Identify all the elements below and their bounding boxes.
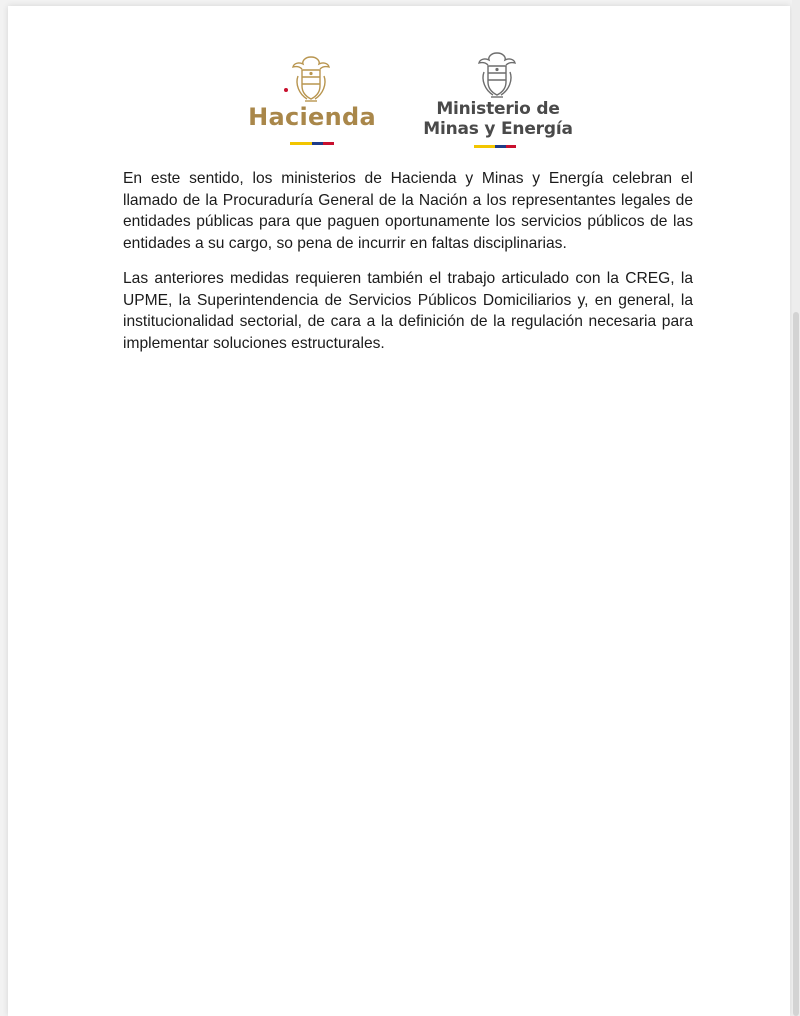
- hacienda-logo-text: Hacienda: [248, 103, 376, 131]
- minas-energia-logo: [420, 46, 576, 152]
- vertical-scrollbar[interactable]: [792, 0, 800, 1016]
- hacienda-logo: [244, 50, 380, 150]
- flag-stripe: [474, 145, 516, 148]
- flag-stripe: [290, 142, 334, 145]
- colombia-coat-of-arms-icon: [289, 54, 333, 104]
- document-body: [123, 168, 693, 368]
- document-page: [8, 6, 790, 1016]
- paragraph: Las anteriores medidas requieren también el trabajo articulado con la CREG, la UPME, la Superintendencia de Servicios Públicos Domiciliarios y, en general, la institucionalidad sectorial, de cara a la definición de la regulación necesaria para implementar soluciones estructurales.: [123, 270, 693, 352]
- colombia-coat-of-arms-icon: [475, 50, 519, 100]
- paragraph: En este sentido, los ministerios de Hacienda y Minas y Energía celebran el llamado de la Procuraduría General de la Nación a los representantes legales de entidades públicas para que paguen oportunamente los servicios públicos de las entidades a su cargo, so pena de incurrir en faltas disciplinarias.: [123, 170, 693, 252]
- decorative-dot: [284, 88, 288, 92]
- scrollbar-thumb[interactable]: [793, 312, 799, 1016]
- minas-logo-text-line2: Minas y Energía: [423, 119, 573, 139]
- minas-logo-text-line1: Ministerio de: [436, 99, 560, 119]
